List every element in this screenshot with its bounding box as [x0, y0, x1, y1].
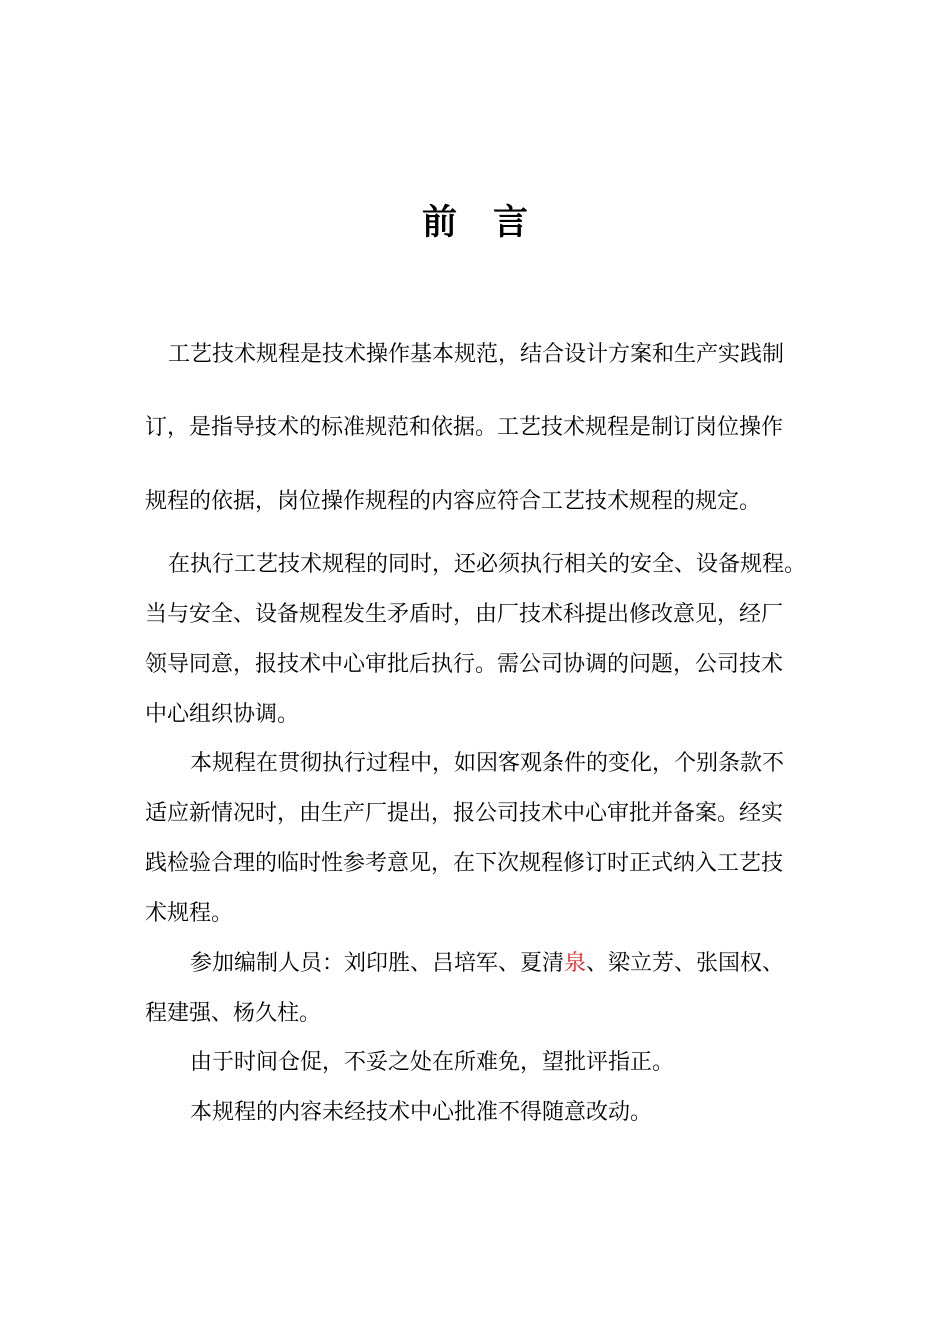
text-line: 中心组织协调。 [145, 702, 300, 727]
text-line: 订，是指导技术的标准规范和依据。工艺技术规程是制订岗位操作 [145, 415, 784, 440]
title-char-1: 前 [421, 202, 457, 243]
text-line: 由于时间仓促，不妥之处在所难免，望批评指正。 [190, 1050, 675, 1075]
highlighted-char: 泉 [564, 951, 587, 976]
text-line: 本规程在贯彻执行过程中，如因客观条件的变化，个别条款不 [190, 751, 785, 776]
text-line: 在执行工艺技术规程的同时，还必须执行相关的安全、设备规程。 [168, 552, 807, 577]
text-line: 工艺技术规程是技术操作基本规范，结合设计方案和生产实践制 [168, 342, 785, 367]
text-line: 领导同意，报技术中心审批后执行。需公司协调的问题，公司技术 [145, 652, 784, 677]
page-title [0, 196, 950, 250]
editors-text-start: 参加编制人员：刘印胜、吕培军、夏清 [190, 951, 565, 976]
editors-text-end: 、梁立芳、张国权、 [586, 951, 785, 976]
text-line: 适应新情况时，由生产厂提出，报公司技术中心审批并备案。经实 [145, 801, 784, 826]
title-char-2: 言 [493, 202, 529, 243]
text-line: 规程的依据，岗位操作规程的内容应符合工艺技术规程的规定。 [145, 489, 762, 514]
editors-line [190, 950, 784, 978]
text-line: 践检验合理的临时性参考意见，在下次规程修订时正式纳入工艺技 [145, 851, 784, 876]
text-line: 当与安全、设备规程发生矛盾时，由厂技术科提出修改意见，经厂 [145, 602, 784, 627]
text-line: 程建强、杨久柱。 [145, 1001, 322, 1026]
text-line: 本规程的内容未经技术中心批准不得随意改动。 [190, 1100, 653, 1125]
text-line: 术规程。 [145, 901, 234, 926]
